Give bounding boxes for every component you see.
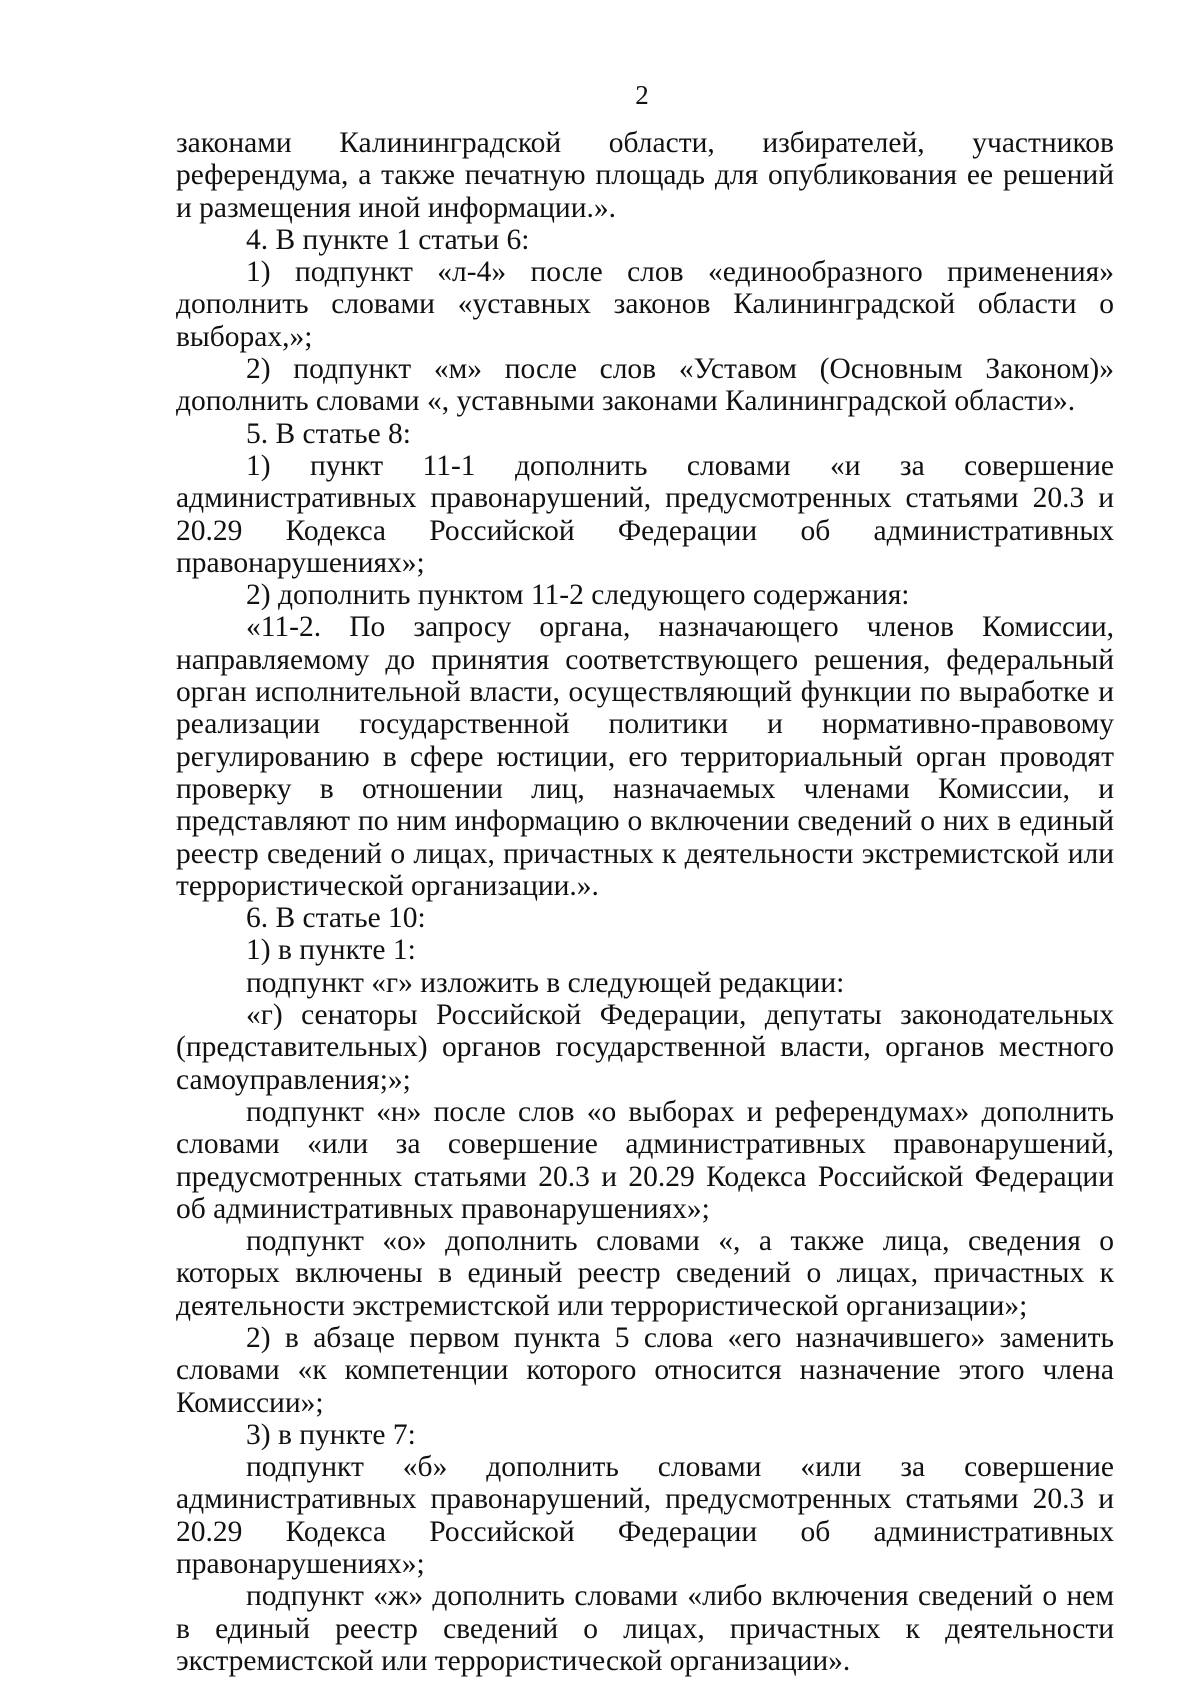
paragraph: 6. В статье 10: (246, 902, 426, 935)
paragraph: 2) дополнить пунктом 11-2 следующего содержания: (246, 579, 910, 612)
paragraph: подпункт «б» дополнить словами «или за совершение административных правонарушений, предусмотренных статьями 20.3 и 20.29 Кодекса Российской Федерации об административных правонарушениях»; (176, 1451, 1114, 1581)
paragraph: «г) сенаторы Российской Федерации, депутаты законодательных (представительных) органов государственной власти, органов местного самоуправления;»; (176, 999, 1114, 1096)
paragraph: подпункт «г» изложить в следующей редакции: (246, 966, 845, 999)
paragraph: законами Калининградской области, избирателей, участников референдума, а также печатную площадь для опубликования ее решений и размещения иной информации.». (176, 127, 1114, 224)
paragraph: 2) в абзаце первом пункта 5 слова «его назначившего» заменить словами «к компетенции которого относится назначение этого члена Комиссии»; (176, 1321, 1114, 1419)
paragraph: «11-2. По запросу органа, назначающего членов Комиссии, направляемому до принятия соответствующего решения, федеральный орган исполнительной власти, осуществляющий функции по выработке и реализации государственной политики и нормативно-правовому регулированию в сфере юстиции, его территориальный орган проводят проверку в отношении лиц, назначаемых членами Комиссии, и представляют по ним информацию о включении сведений о них в единый реестр сведений о лицах, причастных к деятельности экстремистской или террористической организации.». (176, 611, 1114, 902)
paragraph: 1) подпункт «л-4» после слов «единообразного применения» дополнить словами «уставных законов Калининградской области о выборах,»; (176, 256, 1114, 353)
paragraph: подпункт «ж» дополнить словами «либо включения сведений о нем в единый реестр сведений о лицах, причастных к деятельности экстремистской или террористической организации». (176, 1580, 1114, 1677)
paragraph: 3) в пункте 7: (246, 1418, 416, 1451)
paragraph: подпункт «н» после слов «о выборах и референдумах» дополнить словами «или за совершение административных правонарушений, предусмотренных статьями 20.3 и 20.29 Кодекса Российской Федерации об административных правонарушениях»; (176, 1095, 1114, 1225)
paragraph: 2) подпункт «м» после слов «Уставом (Основным Законом)» дополнить словами «, уставными законами Калининградской области». (176, 353, 1114, 418)
page-number: 2 (635, 80, 649, 110)
document-body (176, 127, 1114, 1677)
paragraph: 1) в пункте 1: (246, 934, 416, 967)
paragraph: 1) пункт 11-1 дополнить словами «и за совершение административных правонарушений, предусмотренных статьями 20.3 и 20.29 Кодекса Российской Федерации об административных правонарушениях»; (176, 449, 1114, 579)
paragraph: 5. В статье 8: (246, 417, 411, 450)
paragraph: подпункт «о» дополнить словами «, а также лица, сведения о которых включены в единый реестр сведений о лицах, причастных к деятельности экстремистской или террористической организации»; (176, 1225, 1114, 1322)
paragraph: 4. В пункте 1 статьи 6: (246, 223, 530, 256)
